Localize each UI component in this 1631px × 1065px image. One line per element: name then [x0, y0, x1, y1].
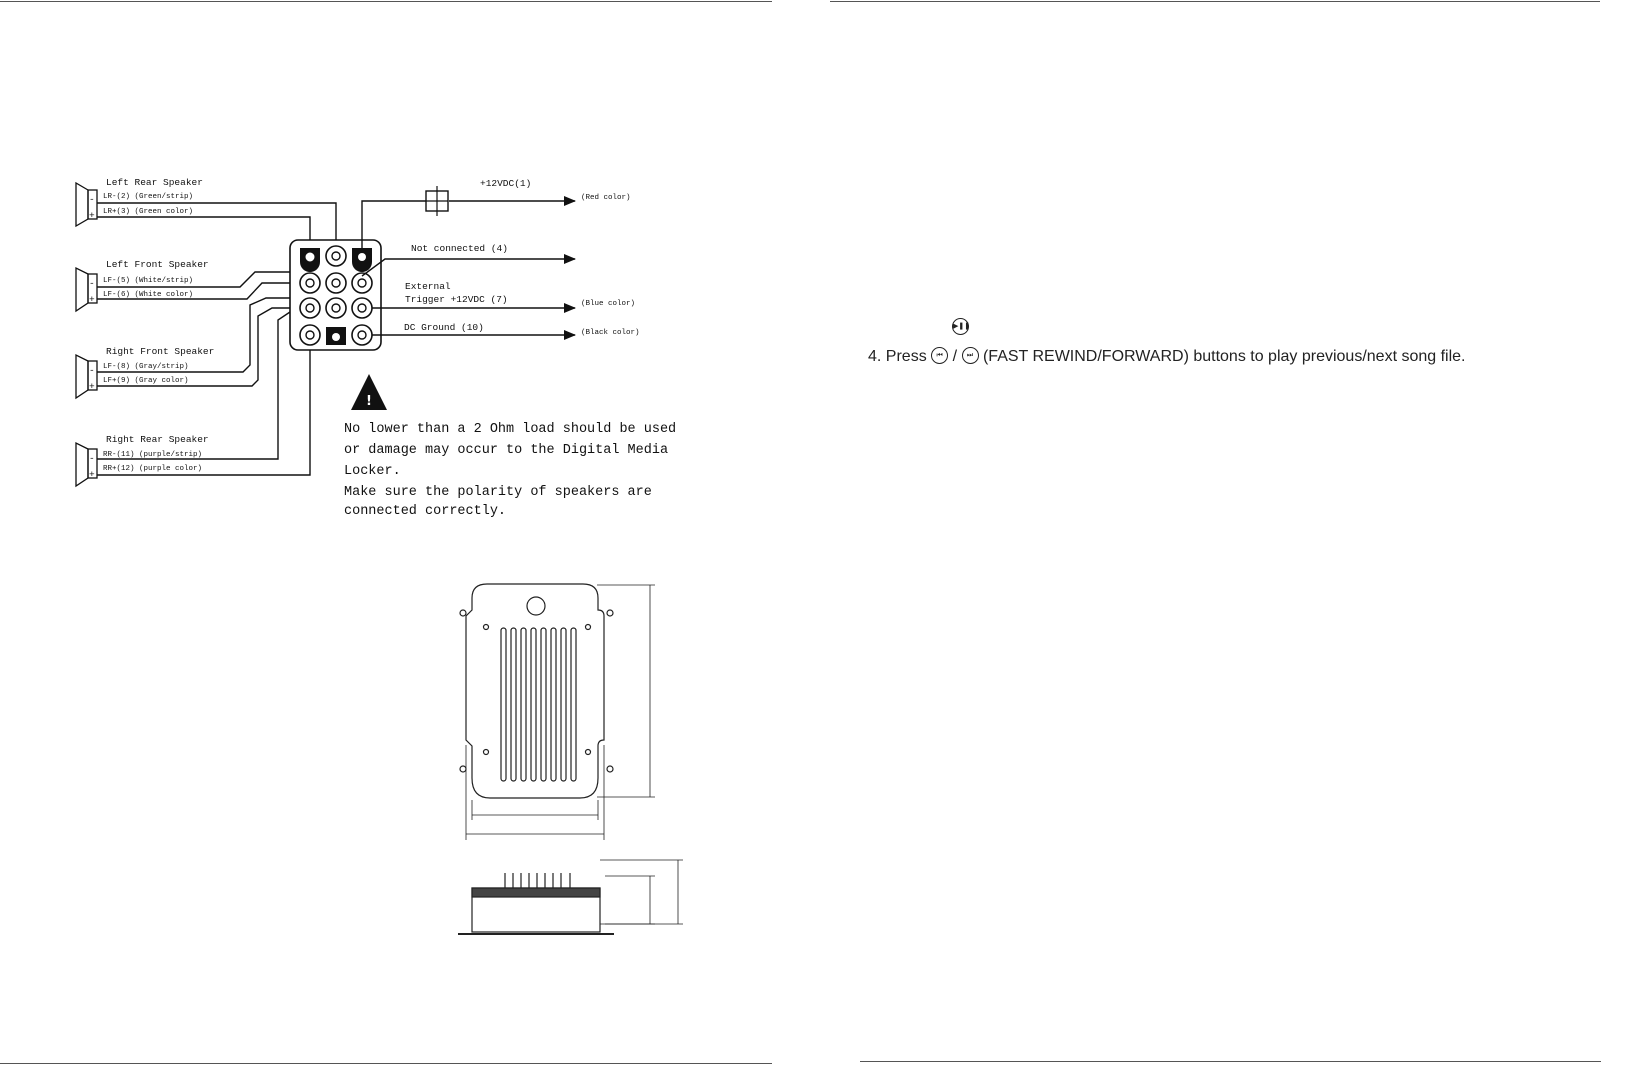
speaker-title: Left Rear Speaker — [106, 177, 203, 188]
trigger-label-line1: External — [405, 281, 451, 292]
speaker-cone-icon — [76, 268, 88, 311]
warning-symbol: ! — [366, 394, 372, 409]
trigger-label-line2: Trigger +12VDC (7) — [405, 294, 508, 305]
speaker-cone-icon — [76, 443, 88, 486]
wire-label-pos: LF-(6) (White color) — [103, 291, 194, 299]
output-wires — [362, 201, 575, 335]
step-separator: / — [952, 348, 958, 365]
wiring-diagram — [0, 0, 780, 1065]
step-text: (FAST REWIND/FORWARD) buttons to play previous/next song file. — [982, 348, 1466, 365]
terminal-plus: + — [89, 294, 95, 305]
power-color: (Red color) — [581, 194, 631, 202]
warning-line: No lower than a 2 Ohm load should be used — [344, 422, 677, 437]
warning-line: or damage may occur to the Digital Media — [344, 443, 669, 458]
fuse-icon — [426, 186, 448, 216]
bottom-rule — [860, 1061, 1601, 1062]
terminal-minus: - — [89, 278, 95, 289]
not-connected-label: Not connected (4) — [411, 243, 508, 254]
terminal-plus: + — [89, 469, 95, 480]
warning-line: Locker. — [344, 464, 401, 479]
terminal-minus: - — [89, 365, 95, 376]
warning-line: Make sure the polarity of speakers are — [344, 485, 652, 500]
fast-rewind-icon: ⏮ — [931, 347, 948, 364]
connector-block — [290, 240, 381, 350]
speaker-title: Right Rear Speaker — [106, 434, 209, 445]
instruction-step-4 — [868, 347, 1466, 366]
unit-top-view-drawing — [460, 584, 655, 840]
right-page — [830, 0, 1631, 1065]
left-page — [0, 0, 780, 1065]
wire-label-pos: LF+(9) (Gray color) — [103, 377, 189, 385]
terminal-plus: + — [89, 210, 95, 221]
wire-label-neg: LF-(5) (White/strip) — [103, 277, 194, 285]
fast-forward-icon: ⏭ — [962, 347, 979, 364]
step-number: 4. — [868, 348, 882, 365]
wire-label-neg: LR-(2) (Green/strip) — [103, 193, 194, 201]
speaker-cone-icon — [76, 183, 88, 226]
power-label: +12VDC(1) — [480, 178, 532, 189]
unit-side-view-drawing — [458, 860, 683, 934]
trigger-color: (Blue color) — [581, 300, 636, 308]
wire-label-neg: LF-(8) (Gray/strip) — [103, 363, 189, 371]
speaker-title: Left Front Speaker — [106, 259, 209, 270]
wire-label-neg: RR-(11) (purple/strip) — [103, 451, 203, 459]
speaker-cone-icon — [76, 355, 88, 398]
speaker-title: Right Front Speaker — [106, 346, 215, 357]
terminal-minus: - — [89, 194, 95, 205]
speaker-right-rear — [76, 434, 209, 486]
terminal-plus: + — [89, 381, 95, 392]
terminal-minus: - — [89, 453, 95, 464]
wire-label-pos: LR+(3) (Green color) — [103, 208, 194, 216]
play-pause-button-icon-row — [952, 318, 969, 337]
ground-color: (Black color) — [581, 329, 640, 337]
ground-label: DC Ground (10) — [404, 322, 484, 333]
play-pause-icon: ▶❚❚ — [952, 318, 969, 335]
speaker-left-rear — [76, 177, 203, 226]
wire-label-pos: RR+(12) (purple color) — [103, 465, 203, 473]
warning-block — [344, 374, 676, 519]
speaker-left-front — [76, 259, 209, 311]
warning-line: connected correctly. — [344, 504, 507, 519]
step-press: Press — [885, 348, 927, 365]
top-rule — [830, 1, 1600, 2]
